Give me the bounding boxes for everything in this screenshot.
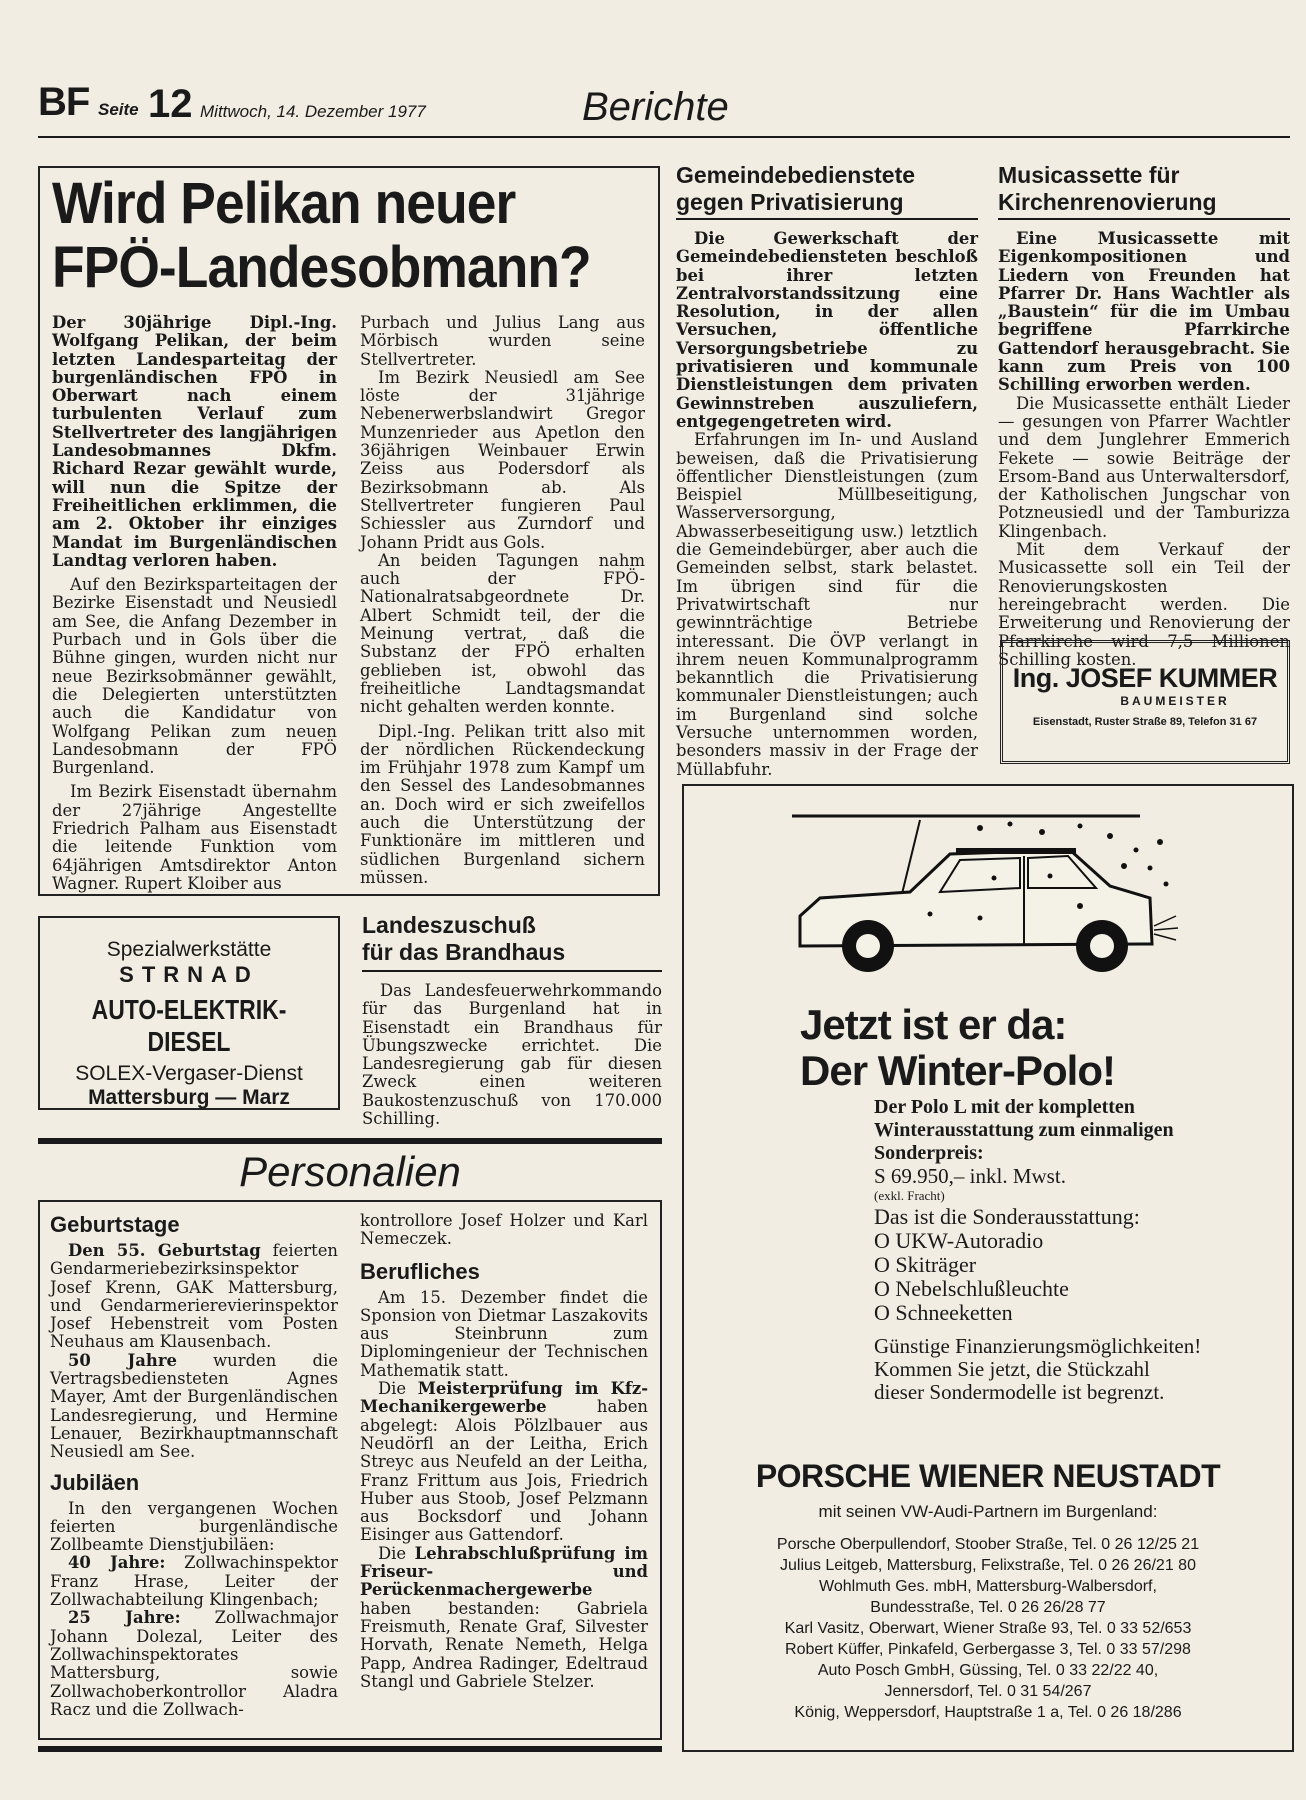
polo-headline xyxy=(800,1002,1280,1094)
polo-partner: Wohlmuth Ges. mbH, Mattersburg-Walbersdorf, xyxy=(819,1578,1157,1595)
geburtstag-label: 50 Jahre xyxy=(68,1350,177,1370)
brandhaus-rule xyxy=(362,970,662,972)
ad-strnad-line2: STRNAD xyxy=(119,962,259,987)
geburtstag-entry xyxy=(50,1242,338,1352)
polo-financing: Günstige Finanzierungsmöglichkeiten! xyxy=(874,1334,1202,1358)
musik-lead: Eine Musicassette mit Eigenkompositionen und Liedern von Freunden hat Pfarrer Dr. Hans Wachtler als „Baustein“ für die im Umbau begriffene Pfarrkirche Gattendorf herausgebracht. Sie kann zum Preis von 100 Schilling erworben werden. xyxy=(998,229,1290,395)
jubilaeum-entry xyxy=(50,1609,338,1719)
jubilaeum-continued: kontrollore Josef Holzer und Karl Nemeczek. xyxy=(360,1211,648,1249)
personalien-top-rule xyxy=(38,1138,662,1144)
polo-partner: Auto Posch GmbH, Güssing, Tel. 0 33 22/22 40, xyxy=(817,1662,1159,1679)
berufliches-text: Die xyxy=(378,1379,418,1399)
berufliches-heading: Berufliches xyxy=(360,1258,480,1284)
ad-kummer-address: Eisenstadt, Ruster Straße 89, Telefon 31 67 xyxy=(1032,716,1258,728)
exhaust-lines xyxy=(1154,916,1178,940)
ad-strnad xyxy=(38,916,340,1110)
polo-partner: Robert Küffer, Pinkafeld, Gerbergasse 3, Tel. 0 33 57/298 xyxy=(785,1641,1191,1658)
lead-paragraph: Im Bezirk Neusiedl am See löste der 31jährige Nebenerwerbslandwirt Gregor Munzenrieder aus Apetlon den 36jährigen Weinbauer Erwin Zeiss aus Podersdorf als Bezirksobmann ab. Als Stellvertreter fungieren Paul Schiessler aus Zurndorf und Johann Pridt aus Gols. xyxy=(360,367,645,552)
musik-paragraph: Mit dem Verkauf der Musicassette soll ein Teil der Renovierungskosten hereingebracht werden. Die Erweiterung und Renovierung der Pfarrkirche wird 7,5 Millionen Schilling kosten. xyxy=(998,540,1290,669)
header-rule xyxy=(38,136,1290,138)
car-illustration xyxy=(780,806,1180,1006)
brandhaus-headline xyxy=(362,912,662,966)
lead-paragraph: Im Bezirk Eisenstadt übernahm der 27jährige Angestellte Friedrich Palham aus Eisenstadt die leitende Funktion vom 64jährigen Amtsdirektor Anton Wagner. Rupert Kloiber aus xyxy=(52,782,337,893)
musik-rule xyxy=(998,218,1290,220)
berufliches-entry xyxy=(360,1545,648,1691)
page-number: 12 xyxy=(148,82,193,126)
polo-call: Kommen Sie jetzt, die Stückzahl dieser Sondermodelle ist begrenzt. xyxy=(874,1357,1165,1404)
jubilaeen-intro: In den vergangenen Wochen feierten burgenländische Zollbeamte Dienstjubiläen: xyxy=(50,1498,338,1555)
polo-headline-line1: Jetzt ist er da: xyxy=(800,1001,1067,1048)
polo-partner-list xyxy=(690,1534,1286,1723)
ad-strnad-line1: Spezialwerkstätte xyxy=(106,938,272,961)
polo-equipment-item: O UKW-Autoradio xyxy=(874,1228,1044,1253)
ad-kummer-title: BAUMEISTER xyxy=(1120,694,1230,708)
berufliches-label: Lehrabschlußprüfung im Friseur- und Perückenmachergewerbe xyxy=(360,1543,648,1600)
polo-partner: Bundesstraße, Tel. 0 26 26/28 77 xyxy=(870,1599,1106,1616)
geburtstage-heading: Geburtstage xyxy=(50,1212,180,1237)
personalien-column-1 xyxy=(50,1208,338,1719)
ad-strnad-line5: Mattersburg — Marz xyxy=(88,1086,290,1109)
polo-equipment-item: O Skiträger xyxy=(874,1252,977,1277)
geburtstag-entry xyxy=(50,1352,338,1462)
jubilaeum-label: 40 Jahre: xyxy=(68,1553,166,1573)
issue-date: Mittwoch, 14. Dezember 1977 xyxy=(200,102,426,121)
geburtstag-text: wurden die Vertragsbediensteten Agnes Mayer, Amt der Burgenländischen Landesregierung, und Hermine Lenauer, Bezirkhauptmannschaft Neusiedl am See. xyxy=(50,1350,338,1462)
polo-equipment-list xyxy=(874,1229,1204,1325)
jubilaeum-text: Zollwachinspektor Franz Hrase, Leiter der Zollwachabteilung Klingenbach; xyxy=(50,1553,338,1610)
polo-partner: Jennersdorf, Tel. 0 31 54/267 xyxy=(884,1683,1092,1700)
lead-column-2 xyxy=(360,314,645,887)
geburtstag-label: Den 55. Geburtstag xyxy=(68,1241,261,1260)
car-roof-rack xyxy=(956,848,1076,854)
berufliches-entry: Am 15. Dezember findet die Sponsion von Dietmar Laszakovits aus Steinbrunn zum Diplomingenieur der Technischen Mathematik statt. xyxy=(360,1287,648,1380)
lead-headline-line2: FPÖ-Landesobmann? xyxy=(52,235,591,300)
gemeinde-body xyxy=(676,230,978,779)
polo-equipment-item: O Schneeketten xyxy=(874,1300,1013,1325)
gemeinde-rule xyxy=(676,218,978,220)
lead-paragraph: An beiden Tagungen nahm auch der FPÖ-Nationalratsabgeordnete Dr. Albert Schmidt teil, der die Meinung vertrat, daß die Substanz der FPÖ erhalten geblieben ist, obwohl das freiheitliche Landtagsmandat nicht gehalten werden konnte. xyxy=(360,550,645,717)
page-label: Seite xyxy=(98,100,139,119)
ad-kummer-name: Ing. JOSEF KUMMER xyxy=(1012,663,1278,693)
brandhaus-body xyxy=(362,982,662,1128)
berufliches-label: Meisterprüfung im Kfz-Mechanikergewerbe xyxy=(360,1379,648,1417)
polo-price: S 69.950,– inkl. Mwst. xyxy=(874,1164,1066,1188)
lead-intro: Der 30jährige Dipl.-Ing. Wolfgang Pelikan, der beim letzten Landesparteitag der burgenländischen FPÖ in Oberwart nach einem turbulenten Verlauf zum Stellvertreter des langjährigen Landesobmannes Dkfm. Richard Rezar gewählt wurde, will nun die Spitze der Freiheitlichen erklimmen, die am 2. Oktober ihr einziges Mandat im Burgenländischen Landtag verloren haben. xyxy=(52,313,337,570)
polo-dealer-sub: mit seinen VW-Audi-Partnern im Burgenland: xyxy=(818,1502,1158,1521)
lead-paragraph: Auf den Bezirksparteitagen der Bezirke Eisenstadt und Neusiedl am See, die Anfang Dezember in Purbach und in Gols über die Bühne gingen, wurden nicht nur neue Bezirksobmänner gewählt, die Delegierten unterstützten auch die Kandidatur von Wolfgang Pelikan zum neuen Landesobmann der FPÖ Burgenland. xyxy=(52,575,337,778)
personalien-bottom-rule xyxy=(38,1746,662,1752)
lead-headline xyxy=(52,172,604,300)
gemeinde-headline xyxy=(676,162,976,216)
jubilaeum-entry xyxy=(50,1554,338,1609)
polo-intro: Der Polo L mit der kompletten Winterausstattung zum einmaligen Sonderpreis: xyxy=(874,1096,1174,1164)
polo-headline-line2: Der Winter-Polo! xyxy=(800,1047,1115,1094)
musik-headline xyxy=(998,162,1288,216)
brandhaus-headline-line2: für das Brandhaus xyxy=(362,939,566,965)
personalien-title: Personalien xyxy=(239,1148,461,1195)
gemeinde-headline-line2: gegen Privatisierung xyxy=(676,189,904,215)
jubilaeum-label: 25 Jahre: xyxy=(68,1608,181,1628)
berufliches-entry xyxy=(360,1380,648,1545)
polo-dealer: PORSCHE WIENER NEUSTADT xyxy=(755,1458,1221,1494)
lead-headline-line1: Wird Pelikan neuer xyxy=(52,171,516,236)
jubilaeen-heading: Jubiläen xyxy=(50,1469,140,1495)
gemeinde-headline-line1: Gemeindebedienstete xyxy=(676,162,916,188)
musik-body xyxy=(998,230,1290,669)
polo-partner: Julius Leitgeb, Mattersburg, Felixstraße, Tel. 0 26 26/21 80 xyxy=(780,1557,1196,1574)
polo-partner: Karl Vasitz, Oberwart, Wiener Straße 93, Tel. 0 33 52/653 xyxy=(784,1620,1192,1637)
polo-partner: Porsche Oberpullendorf, Stoober Straße, Tel. 0 26 12/25 21 xyxy=(776,1536,1200,1553)
car-hub-front xyxy=(856,934,880,958)
masthead-logo: BF xyxy=(38,80,90,124)
lead-paragraph: Dipl.-Ing. Pelikan tritt also mit der nördlichen Rückendeckung im Frühjahr 1978 zum Kampf um den Sessel des Landesobmannes an. Doch wird er sich zweifellos auch die Unterstützung der Funktionäre im mittleren und südlichen Burgenland sichern müssen. xyxy=(360,721,645,887)
berufliches-text: Die xyxy=(378,1543,415,1563)
geburtstag-text: feierten Gendarmeriebezirksinspektor Josef Krenn, GAK Mattersburg, und Gendarmerierevierinspektor Josef Hebenstreit vom Posten Neuhaus am Klausenbach. xyxy=(50,1241,338,1352)
lead-paragraph: Purbach und Julius Lang aus Mörbisch wurden seine Stellvertreter. xyxy=(360,313,645,369)
car-hub-rear xyxy=(1090,934,1114,958)
jubilaeum-text: Zollwachmajor Johann Dolezal, Leiter des Zollwachinspektorates Mattersburg, sowie Zollwachoberkontrollor Aladra Racz und die Zollwach- xyxy=(50,1608,338,1719)
musik-paragraph: Die Musicassette enthält Lieder — gesungen von Pfarrer Wachtler und dem Junglehrer Emmerich Fekete — sowie Beiträge der Ersom-Band aus Unterwaltersdorf, der Katholischen Jungschar von Potzneusiedl und der Tamburizza Klingenbach. xyxy=(998,393,1290,541)
polo-equipment-item: O Nebelschlußleuchte xyxy=(874,1276,1069,1301)
ad-strnad-line4: SOLEX-Vergaser-Dienst xyxy=(75,1062,303,1085)
gemeinde-paragraph: Erfahrungen im In- und Ausland beweisen, daß die Privatisierung öffentlicher Dienstleistungen (zum Beispiel Müllbeseitigung, Wasserversorgung, Abwasserbeseitigung usw.) letztlich die Gemeindebürger, aber auch die Gemeinden selbst, stark belastet. Im übrigen sind für die Privatwirtschaft nur gewinnträchtige Betriebe interessant. Die ÖVP verlangt in ihrem neuen Kommunalprogramm bekanntlich die Privatisierung kommunaler Dienstleistungen; auch im Burgenland sind solche Versuche unternommen worden, besonders massiv in der Frage der Müllabfuhr. xyxy=(676,430,978,779)
polo-partner: König, Weppersdorf, Hauptstraße 1 a, Tel. 0 26 18/286 xyxy=(794,1704,1182,1721)
polo-freight: (exkl. Fracht) xyxy=(874,1188,945,1203)
lead-column-1 xyxy=(52,314,337,893)
brandhaus-paragraph: Das Landesfeuerwehrkommando für das Burgenland hat in Eisenstadt ein Brandhaus für Übungszwecke errichtet. Die Landesregierung gab für diesen Zweck einen weiteren Baukostenzuschuß von 170.000 Schilling. xyxy=(362,981,662,1129)
ad-strnad-line3: AUTO-ELEKTRIK-DIESEL xyxy=(91,994,287,1057)
brandhaus-headline-line1: Landeszuschuß xyxy=(362,912,536,938)
personalien-column-2 xyxy=(360,1212,648,1691)
section-title: Berichte xyxy=(582,85,729,129)
gemeinde-lead: Die Gewerkschaft der Gemeindebediensteten beschloß bei ihrer letzten Zentralvorstandssitzung eine Resolution, in der allen Versuchen, öffentliche Versorgungsbetriebe zu privatisieren und kommunale Dienstleistungen dem privaten Gewinnstreben auszuliefern, entgegengetreten wird. xyxy=(676,229,978,431)
berufliches-text: haben bestanden: Gabriela Freismuth, Renate Graf, Silvester Horvath, Renate Nemeth, Helga Papp, Andrea Radinger, Edeltraud Stangl und Gabriele Stelzer. xyxy=(360,1598,648,1691)
musik-headline-line1: Musicassette für xyxy=(998,162,1180,188)
berufliches-text: haben abgelegt: Alois Pölzlbauer aus Neudörfl an der Leitha, Erich Streyc aus Neufeld an der Leitha, Franz Frittum aus Jois, Friedrich Huber aus Stoob, Josef Pelzmann aus Bocksdorf und Johann Eisinger aus Gattendorf. xyxy=(360,1397,648,1545)
polo-equipment-title: Das ist die Sonderausstattung: xyxy=(874,1204,1140,1229)
musik-headline-line2: Kirchenrenovierung xyxy=(998,189,1217,215)
polo-details xyxy=(874,1096,1204,1404)
ad-kummer xyxy=(1000,640,1290,764)
